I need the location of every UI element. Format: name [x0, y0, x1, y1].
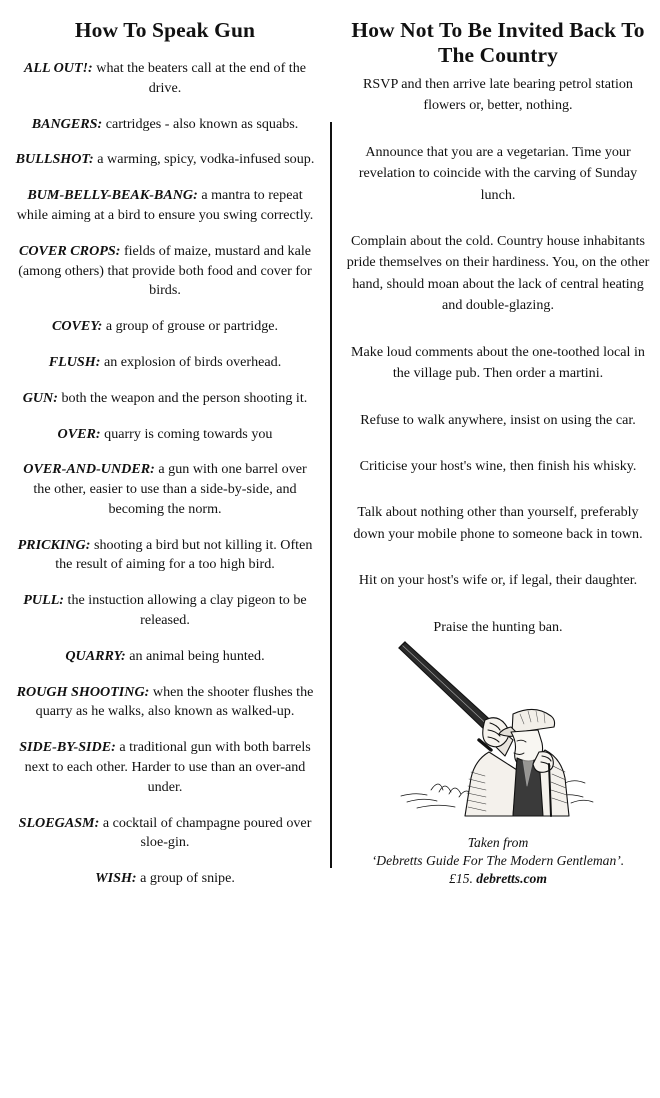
credit-price: £15.	[449, 871, 473, 887]
right-column-heading: How Not To Be Invited Back To The Country	[351, 18, 645, 67]
glossary-definition: shooting a bird but not killing it. Often the result of aiming for a too high bird.	[55, 536, 313, 573]
left-column-heading: How To Speak Gun	[74, 18, 256, 42]
glossary-entry	[14, 59, 316, 99]
glossary-definition: a group of snipe.	[140, 870, 235, 887]
glossary-term: PRICKING:	[17, 536, 91, 553]
glossary-entry	[14, 242, 316, 301]
glossary-entry	[14, 683, 316, 723]
glossary-definition: a group of grouse or partridge.	[105, 318, 279, 335]
glossary-definition: cartridges - also known as squabs.	[105, 115, 299, 132]
credit-block	[346, 834, 650, 888]
glossary-entry	[14, 115, 316, 135]
tip-item: Criticise your host's wine, then finish his whisky.	[359, 457, 637, 474]
tip-item: Talk about nothing other than yourself, preferably down your mobile phone to someone back in town.	[353, 504, 643, 542]
shooter-with-shotgun-illustration	[393, 640, 603, 830]
glossary-term: OVER-AND-UNDER:	[23, 461, 155, 478]
glossary-definition: both the weapon and the person shooting it.	[61, 389, 308, 406]
glossary-term: BANGERS:	[31, 115, 103, 132]
glossary-term: GUN:	[22, 389, 58, 406]
tips-list	[346, 74, 650, 638]
glossary-entry	[14, 647, 316, 667]
tip-item: Announce that you are a vegetarian. Time your revelation to coincide with the carving of Sunday lunch.	[358, 143, 638, 203]
glossary-entry	[14, 425, 316, 445]
glossary-entry	[14, 389, 316, 409]
glossary-term: PULL:	[23, 592, 64, 609]
glossary-definition: a warming, spicy, vodka-infused soup.	[97, 151, 315, 168]
tip-item: Hit on your host's wife or, if legal, their daughter.	[358, 572, 638, 589]
credit-line-1: Taken from	[467, 835, 529, 851]
glossary-definition: an animal being hunted.	[129, 647, 265, 664]
glossary-term: SIDE-BY-SIDE:	[19, 739, 116, 756]
glossary-definition: fields of maize, mustard and kale (among others) that provide both food and cover for birds.	[18, 242, 312, 299]
tip-item: Praise the hunting ban.	[433, 618, 563, 635]
glossary-entry	[14, 591, 316, 631]
glossary-definition: a gun with one barrel over the other, easier to use than a side-by-side, and becoming the norm.	[33, 461, 307, 517]
credit-line-3	[346, 870, 650, 888]
glossary-definition: the instuction allowing a clay pigeon to be released.	[67, 592, 307, 629]
credit-line-2: ‘Debretts Guide For The Modern Gentleman’.	[371, 853, 625, 869]
glossary-term: SLOEGASM:	[18, 814, 100, 831]
glossary-term: WISH:	[95, 870, 137, 887]
glossary-term: COVER CROPS:	[18, 242, 121, 259]
glossary-entry	[14, 869, 316, 889]
tip-item: Complain about the cold. Country house inhabitants pride themselves on their hardiness. You, on the other hand, should moan about the lack of central heating and double-glazing.	[346, 232, 650, 314]
glossary-entry	[14, 536, 316, 576]
tip-item: Make loud comments about the one-toothed local in the village pub. Then order a martini.	[351, 343, 645, 382]
right-column	[330, 0, 660, 888]
column-divider	[330, 122, 332, 868]
glossary-definition: a traditional gun with both barrels next to each other. Harder to use than an over-and under.	[24, 739, 311, 795]
glossary-term: OVER:	[57, 425, 101, 442]
glossary-entry	[14, 353, 316, 373]
glossary-term: QUARRY:	[65, 647, 126, 664]
glossary-entry	[14, 460, 316, 519]
glossary-entry	[14, 738, 316, 797]
tip-item: Refuse to walk anywhere, insist on using the car.	[360, 411, 636, 428]
glossary-term: ALL OUT!:	[23, 59, 93, 76]
tip-item: RSVP and then arrive late bearing petrol station flowers or, better, nothing.	[363, 75, 633, 114]
glossary-entry	[14, 186, 316, 226]
glossary-definition: what the beaters call at the end of the drive.	[96, 59, 307, 96]
glossary-term: COVEY:	[51, 318, 103, 335]
glossary-entry	[14, 814, 316, 854]
left-column	[0, 0, 330, 889]
glossary-term: ROUGH SHOOTING:	[16, 683, 150, 700]
glossary-definition: a cocktail of champagne poured over sloe-gin.	[102, 814, 312, 851]
glossary-list	[14, 59, 316, 889]
glossary-definition: quarry is coming towards you	[104, 425, 273, 442]
glossary-definition: an explosion of birds overhead.	[103, 353, 282, 370]
glossary-term: FLUSH:	[48, 353, 101, 370]
debretts-website-link[interactable]: debretts.com	[476, 871, 547, 887]
glossary-entry	[14, 317, 316, 337]
glossary-definition: a mantra to repeat while aiming at a bird to ensure you swing correctly.	[16, 187, 314, 223]
glossary-definition: when the shooter flushes the quarry as he walks, also known as walked-up.	[35, 683, 314, 720]
glossary-term: BUM-BELLY-BEAK-BANG:	[27, 187, 198, 204]
glossary-term: BULLSHOT:	[15, 151, 94, 168]
glossary-entry	[14, 150, 316, 170]
